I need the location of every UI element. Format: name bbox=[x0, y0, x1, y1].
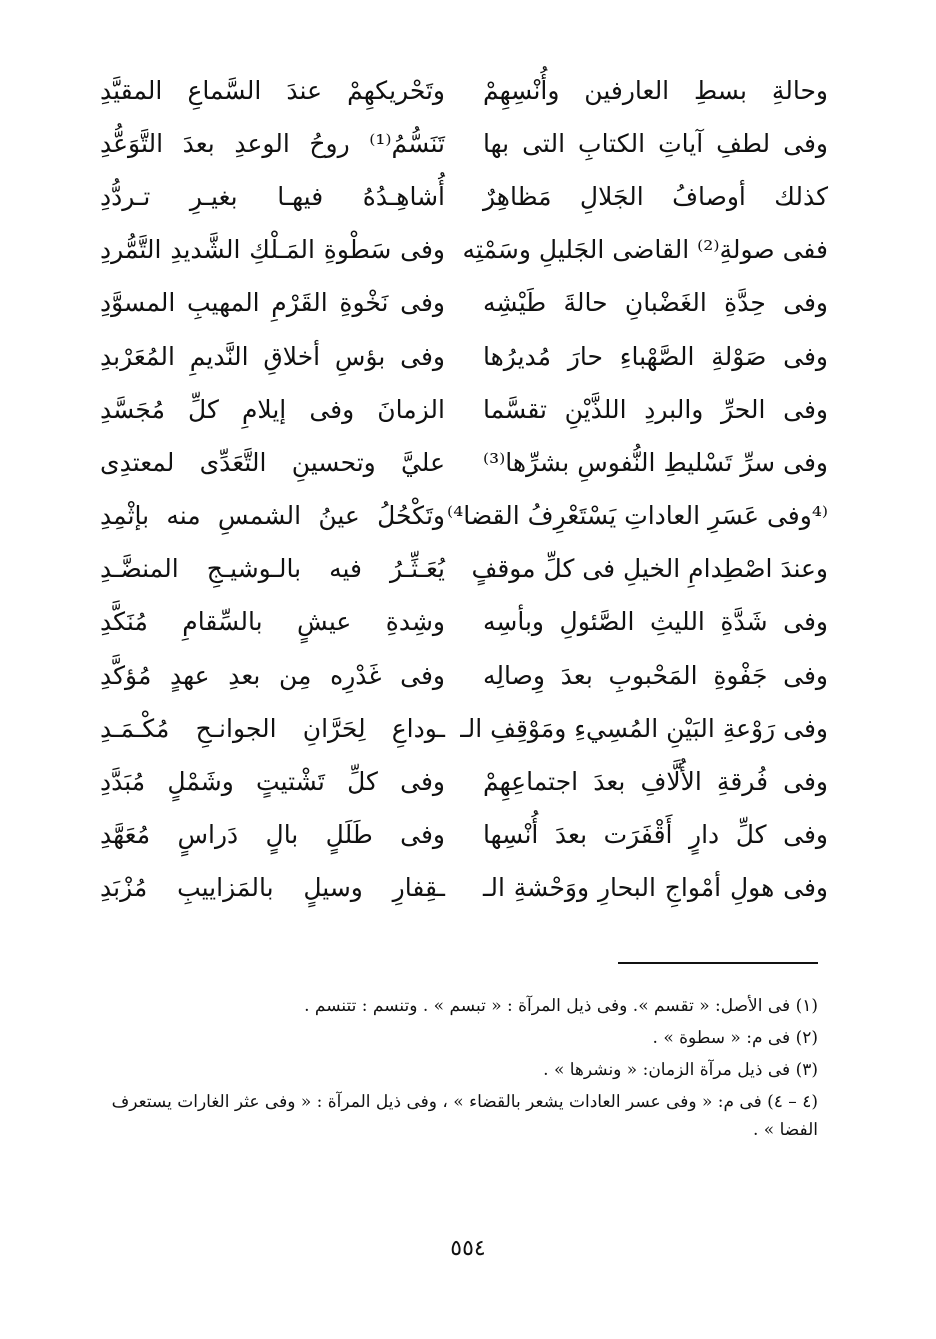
verse-first-hemistich: وحالةِ بسطِ العارفين وأُنْسِهِمْ bbox=[483, 75, 828, 105]
verse-line bbox=[100, 596, 828, 649]
footnote-separator bbox=[618, 962, 818, 964]
verse-line bbox=[100, 543, 828, 596]
verse-line bbox=[100, 490, 828, 543]
verse-second-hemistich: وفى نَخْوةِ القَرْمِ المهيبِ المسوَّدِ bbox=[100, 288, 445, 318]
verse-second-hemistich: عليَّ وتحسينِ التَّعَدِّى لمعتدِى bbox=[100, 447, 445, 477]
verse-line bbox=[100, 64, 828, 117]
verse-first-hemistich: ⁽⁴وفى عَسَرِ العاداتِ يَسْتَعْرِفُ القضا⁴⁾ bbox=[447, 501, 828, 531]
verse-first-hemistich: وفى هولِ أمْواجِ البحارِ ووَحْشةِ الـ bbox=[483, 873, 828, 903]
verse-line bbox=[100, 649, 828, 702]
verse-second-hemistich: ـقِفارِ وسيلٍ بالمَزاييبِ مُزْبَدِ bbox=[100, 873, 445, 903]
page-number: ٥٥٤ bbox=[450, 1236, 486, 1261]
footnotes bbox=[108, 992, 818, 1148]
verse-line bbox=[100, 277, 828, 330]
verse-second-hemistich: وفى غَدْرِه مِن بعدِ عهدٍ مُؤكَّدِ bbox=[100, 660, 445, 690]
verse-second-hemistich: أُشاهِـدُهُ فيهـا بغيـرِ تـردُّدِ bbox=[100, 181, 445, 211]
verse-first-hemistich: وفى حِدَّةِ الغَضْبانِ حالةَ طَيْشِه bbox=[483, 288, 828, 318]
verse-first-hemistich: وفى الحرِّ والبردِ اللذَّيْنِ تقسَّما bbox=[483, 394, 828, 424]
verse-second-hemistich: ـوداعِ لِحَرَّانِ الجوانـحِ مُكْـمَـدِ bbox=[100, 713, 445, 743]
verse-line bbox=[100, 702, 828, 755]
verse-first-hemistich: وفى فُرقةِ الأُلَّافِ بعدَ اجتماعِهِمْ bbox=[483, 767, 828, 797]
verse-second-hemistich: وفى سَطْوةِ المَـلْكِ الشَّديدِ التَّمُّردِ bbox=[100, 235, 445, 265]
verse-first-hemistich: وفى رَوْعةِ البَيْنِ المُسِيءِ ومَوْقِفِ الـ bbox=[460, 713, 828, 743]
verse-second-hemistich: يُعَـثِّـرُ فيه بالـوشيـجِ المنضَّـدِ bbox=[100, 554, 445, 584]
verse-second-hemistich: الزمانَ وفى إيلامِ كلِّ مُجَسَّدِ bbox=[100, 394, 445, 424]
verse-line bbox=[100, 383, 828, 436]
footnote: (٤ – ٤) فى م: « وفى عسر العادات يشعر بالقضاء » ، وفى ذيل المرآة : « وفى عثر الغارات يستعرف الفضا » . bbox=[111, 1092, 818, 1140]
verse-first-hemistich: وفى لطفِ آياتِ الكتابِ التى بها bbox=[483, 128, 828, 158]
verse-first-hemistich: ففى صولةِ⁽²⁾ القاضى الجَليلِ وسَمْتِه bbox=[462, 235, 828, 265]
verse-first-hemistich: وفى سرِّ تَسْليطِ النُّفوسِ بشرِّها⁽³⁾ bbox=[483, 447, 828, 477]
footnote: (٢) فى م: « سطوة » . bbox=[652, 1028, 818, 1048]
verse-second-hemistich: وتَكْحُلُ عينُ الشمسِ منه بإثْمِدِ bbox=[100, 501, 445, 531]
verse-second-hemistich: وفى كلِّ تَشْتيتٍ وشَمْلٍ مُبَدَّدِ bbox=[100, 767, 445, 797]
footnote: (١) فى الأصل: « تقسم ». وفى ذيل المرآة : « تبسم » . وتنسم : تتنسم . bbox=[304, 996, 818, 1016]
verse-second-hemistich: وتَحْريكهِمْ عندَ السَّماعِ المقيَّدِ bbox=[100, 75, 445, 105]
verse-second-hemistich: تَنَسُّمُ⁽¹⁾ روحُ الوعدِ بعدَ التَّوَعُّدِ bbox=[100, 128, 445, 158]
verse-first-hemistich: وفى صَوْلةِ الصَّهْباءِ حارَ مُديرُها bbox=[483, 341, 828, 371]
verse-line bbox=[100, 862, 828, 915]
verse-second-hemistich: وفى بؤسِ أخلاقِ النَّديمِ المُعَرْبدِ bbox=[100, 341, 445, 371]
poem-verses bbox=[100, 64, 828, 915]
verse-first-hemistich: وفى جَفْوةِ المَحْبوبِ بعدَ وِصالِه bbox=[483, 660, 828, 690]
verse-line bbox=[100, 330, 828, 383]
verse-line bbox=[100, 436, 828, 489]
verse-line bbox=[100, 170, 828, 223]
footnote: (٣) فى ذيل مرآة الزمان: « ونشرها » . bbox=[543, 1060, 818, 1080]
verse-line bbox=[100, 809, 828, 862]
verse-line bbox=[100, 224, 828, 277]
verse-line bbox=[100, 755, 828, 808]
verse-second-hemistich: وشِدةِ عيشٍ بالسِّقامِ مُنَكَّدِ bbox=[100, 607, 445, 637]
verse-first-hemistich: وفى شَدَّةِ الليثِ الصَّئولِ وبأسِه bbox=[483, 607, 828, 637]
verse-first-hemistich: وفى كلِّ دارٍ أَقْفَرَت بعدَ أُنْسِها bbox=[483, 820, 828, 850]
verse-line bbox=[100, 117, 828, 170]
verse-first-hemistich: كذلك أوصافُ الجَلالِ مَظاهِرٌ bbox=[483, 181, 828, 211]
verse-second-hemistich: وفى طَلَلٍ بالٍ دَراسٍ مُعَهَّدِ bbox=[100, 820, 445, 850]
verse-first-hemistich: وعندَ اصْطِدامِ الخيلِ فى كلِّ موقفٍ bbox=[471, 554, 828, 584]
